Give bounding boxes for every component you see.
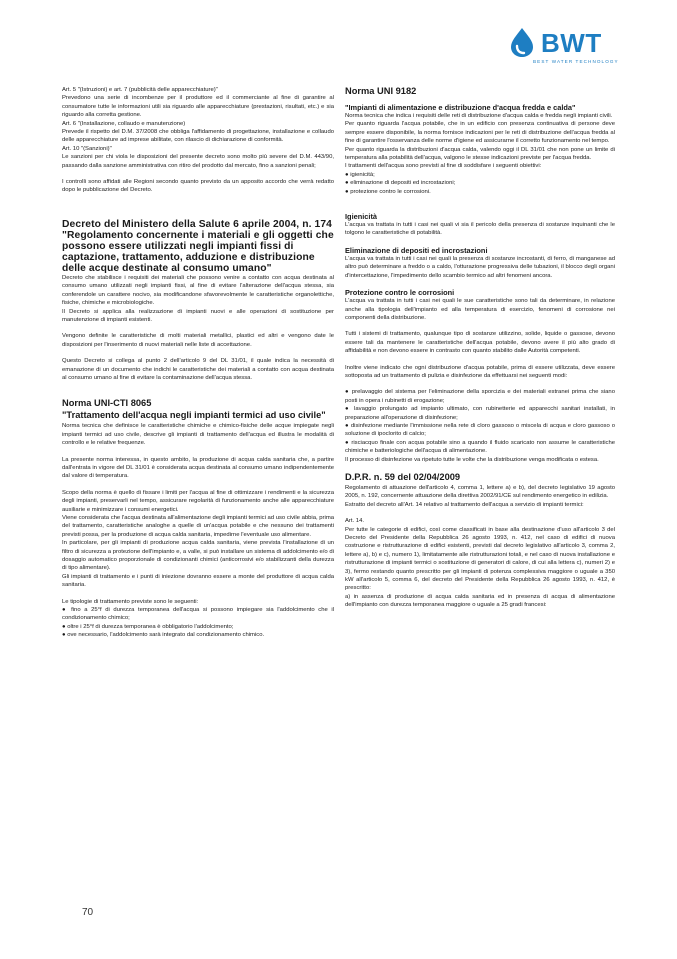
art14-paragraph: Per tutte le categorie di edifici, così come classificati in base alla destinazione d'uso all'articolo 3 del Decreto del Presidente della Repubblica 26 agosto 1993, n. 412, nel caso di edifici di nuova costruzione e ristrutturazione di edifici esistenti, previsti dal decreto legislativo all'articolo 3, comma 2, lettere a), b) e c), numero 1), limitatamente alle ristrutturazioni totali, e nel caso di nuova installazione e ristrutturazione di impianti termici o sostituzione di generatori di calore, di cui alla lettera c), numeri 2) e 3), fermo restando quanto prescritto per gli impianti di potenza complessiva maggiore o uguale a 350 kW all'articolo 5, comma 6, del decreto del Presidente della Repubblica 26 agosto 1993, n. 412, è prescritto: — [345, 526, 615, 592]
list-item: ● lavaggio prolungato ad impianto ultimato, con rubinetterie ed apparecchi sanitari installati, in preparazione all'operazione di disinfezione; — [345, 406, 615, 421]
list-item: ● igienicità; — [345, 171, 375, 178]
art5-text: Prevedono una serie di incombenze per il produttore ed il commerciante al fine di garantire al consumatore tutte le informazioni utili sia riguardo alle apparecchiature (prestazioni, risultati, etc.) e sia riguardo alla corretta gestione. — [62, 95, 334, 119]
list-item: ● oltre i 25°f di durezza temporanea è obbligatorio l'addolcimento; — [62, 623, 234, 630]
inoltre-paragraph: Inoltre viene indicato che ogni distribuzione d'acqua potabile, prima di essere utilizzata, deve essere sottoposta ad un trattamento di pulizia e disinfezione da effettuarsi nei seguenti modi: — [345, 364, 615, 379]
cti-paragraph-6: Gli impianti di trattamento e i punti di iniezione dovranno essere a monte del produttore di acqua calda sanitaria. — [62, 573, 334, 589]
corrosioni-paragraph: L'acqua va trattata in tutti i casi nei quali le sue caratteristiche sono tali da determinare, in relazione anche alla tipologia dell'impianto ed alla temperatura di esercizio, fenomeni di corrosione nei componenti della distribuzione. — [345, 298, 615, 321]
bwt-logo — [505, 26, 619, 70]
sistemi-paragraph: Tutti i sistemi di trattamento, qualunque tipo di sostanze utilizzino, solide, liquide o gassose, devono essere tali da mantenere le caratteristiche dell'acqua potabile, devono avere il più alto grado di affidabilità e non devono essere in contrasto con quanto stabilito dalle Autorità competenti. — [345, 331, 615, 355]
igienicita-title: Igienicità — [345, 212, 378, 222]
art5-heading: Art. 5 "(Istruzioni) e art. 7 (pubblicità delle apparecchiature)" — [62, 87, 218, 93]
decreto-paragraph-4: Questo Decreto si collega al punto 2 dell'articolo 9 del DL 31/01, il quale indica la necessità di emanazione di un documento che indichi le caratteristiche dei materiali a contatto con acqua destinata al consumo umano al fine di evitare la contaminazione dell'acqua stessa. — [62, 358, 334, 381]
list-item: ● protezione contro le corrosioni. — [345, 188, 431, 195]
art6-text: Prevede il rispetto del D.M. 37/2008 che obbliga l'affidamento di progettazione, installazione e collaudo delle apparecchiature ad imprese abilitate, con rilascio di dichiarazione di conformità. — [62, 129, 334, 144]
art10-text: Le sanzioni per chi viola le disposizioni del presente decreto sono molto più severe del D.M. 443/90, passando dalla sanzione amministrativa con ritiro del prodotto dal mercato, fino a sanzioni penali; — [62, 154, 334, 169]
decreto-paragraph-2: Il Decreto si applica alla realizzazione di impianti nuovi e alle operazioni di sostituzione per manutenzione di impianti esistenti. — [62, 308, 334, 323]
list-item: ● ove necessario, l'addolcimento sarà integrato dal condizionamento chimico. — [62, 632, 265, 639]
dpr-paragraph-1: Regolamento di attuazione dell'articolo 4, comma 1, lettere a) e b), del decreto legislativo 19 agosto 2005, n. 192, concernente attuazione della direttiva 2002/91/CE sul rendimento energetico in edilizia. — [345, 485, 615, 500]
cti-paragraph-4: Viene considerata che l'acqua destinata all'alimentazione degli impianti termici ad uso civile abbia, prima del trattamento, caratteristiche analoghe a quelle di un'acqua potabile e che nessuno dei trattamenti previsti possa, per la produzione di acqua calda sanitaria, impedirne l'eventuale uso alimentare. — [62, 515, 334, 538]
decreto-paragraph-3: Vengono definite le caratteristiche di molti materiali metallici, plastici ed altri e vengono date le disposizioni per l'inserimento di nuovi materiali nelle liste di accettazione. — [62, 333, 334, 348]
cti-paragraph-3: Scopo della norma è quello di fissare i limiti per l'acqua al fine di ottimizzare i rendimenti e la sicurezza degli impianti, preservarli nel tempo, assicurare regolarità di funzionamento anche alle apparecchiature ausiliarie e minimizzare i consumi energetici. — [62, 489, 334, 513]
left-column — [62, 86, 334, 640]
list-item: ● prelavaggio del sistema per l'eliminazione della sporcizia e dei materiali estranei prima che siano posti in opera i rubinetti di erogazione; — [345, 389, 615, 404]
controls-paragraph: I controlli sono affidati alle Regioni secondo quanto previsto da un apposito accordo che verrà redatto dopo le pubblicazione del Decreto. — [62, 179, 334, 194]
dpr-title: D.P.R. n. 59 del 02/04/2009 — [345, 472, 461, 482]
uni-subtitle: "Impianti di alimentazione e distribuzione d'acqua fredda e calda" — [345, 103, 576, 112]
page-number: 70 — [82, 907, 94, 918]
dpr-paragraph-2: Estratto del decreto all'Art. 14 relativo al trattamento dell'acqua a servizio di impianti termici: — [345, 501, 584, 508]
right-column — [345, 86, 615, 610]
cti-paragraph-1: Norma tecnica che definisce le caratteristiche chimiche e chimico-fisiche delle acque impiegate negli impianti termici ad uso civile, descrive gli impianti di trattamento dell'acqua ed illustra le modalità di controllo e le relative frequenze. — [62, 423, 334, 447]
water-drop-icon — [505, 26, 539, 60]
art14-item-a: a) in assenza di produzione di acqua calda sanitaria ed in presenza di acqua di alimentazione dell'impianto con durezza temporanea maggiore o uguale a 25 gradi francesi: — [345, 593, 615, 609]
cti-title: Norma UNI-CTI 8065 — [62, 398, 152, 409]
list-item: ● eliminazione di depositi ed incrostazioni; — [345, 180, 456, 187]
uni-paragraph-3: Per quanto riguarda la distribuzioni d'acqua calda, valendo oggi il DL 31/01 che non pone un limite di temperatura alla potabilità dell'acqua, valgono le stesse indicazioni previste per l'acqua fredda. — [345, 146, 615, 162]
list-item: ● fino a 25°f di durezza temporanea dell'acqua si possono impiegare sia l'addolcimento che il condizionamento chimico; — [62, 607, 334, 622]
logo-tagline: BEST WATER TECHNOLOGY — [533, 59, 619, 64]
decreto-paragraph-1: Decreto che stabilisce i requisiti dei materiali che possono venire a contatto con acqua destinata al consumo umano utilizzati negli impianti fissi, al fine di evitare l'alterazione dell'acqua stessa, sia conferendole un carattere nocivo, sia modificandone sfavorevolmente le caratteristiche organolettiche, fisiche, chimiche e microbiologiche. — [62, 274, 334, 307]
art14-title: Art. 14. — [345, 518, 364, 525]
corrosioni-title: Protezione contro le corrosioni — [345, 288, 455, 298]
decreto-heading: Decreto del Ministero della Salute 6 aprile 2004, n. 174 "Regolamento concernente i materiali e gli oggetti che possono essere utilizzati negli impianti fissi di captazione, trattamento, adduzione e distribuzione delle acque destinate al consumo umano" — [62, 218, 334, 274]
uni-paragraph-1: Norma tecnica che indica i requisiti delle reti di distribuzione d'acqua calda e fredda negli impianti civili. — [345, 113, 613, 119]
art10-heading: Art. 10 "(Sanzioni)" — [62, 145, 112, 152]
depositi-paragraph: L'acqua va trattata in tutti i casi nei quali la presenza di sostanze incrostanti, di ferro, di manganese ad altro può determinare a freddo o a caldo, l'otturazione progressiva delle tubazioni, il blocco degli organi d'intercettazione, l'impedimento dello scambio termico ad altri fenomeni ancora. — [345, 255, 615, 279]
list-item: ● risciacquo finale con acqua potabile sino a quando il fluido scaricato non assume le caratteristiche chimiche e batteriologiche dell'acqua di alimentazione. — [345, 439, 615, 455]
art6-heading: Art. 6 "(Installazione, collaudo e manutenzione) — [62, 120, 186, 127]
depositi-title: Eliminazione di depositi ed incrostazioni — [345, 245, 488, 255]
uni-paragraph-4: I trattamenti dell'acqua sono previsti al fine di soddisfare i seguenti obiettivi: — [345, 163, 542, 170]
uni-paragraph-2: Per quanto riguarda l'acqua potabile, che in un edificio con presenza continuativa di persone deve sempre essere disponibile, la norma fornisce indicazioni per le reti di distribuzione dell'acqua fredda al fine di garantire l'osservanza delle norme d'igiene ed assicurarne il corretto funzionamento nel tempo. — [345, 121, 615, 145]
cti-paragraph-7: Le tipologie di trattamento previste sono le seguenti: — [62, 598, 199, 605]
igienicita-paragraph: L'acqua va trattata in tutti i casi nei quali vi sia il pericolo della presenza di sostanze inquinanti che le tolgono le caratteristiche di potabilità. — [345, 222, 615, 237]
cti-paragraph-2: La presente norma interessa, in questo ambito, la produzione di acqua calda sanitaria che, a partire dall'entrata in vigore del DL 31/01 è considerata acqua destinata al consumo umano indipendentemente dal valore di temperatura. — [62, 456, 334, 480]
pulizia-note: Il processo di disinfezione va ripetuto tutte le volte che la distribuzione venga modificata o estesa. — [345, 456, 599, 463]
cti-subtitle: "Trattamento dell'acqua negli impianti termici ad uso civile" — [62, 410, 326, 421]
uni-title: Norma UNI 9182 — [345, 86, 417, 96]
logo-wordmark: BWT — [541, 28, 602, 58]
list-item: ● disinfezione mediante l'immissione nella rete di cloro gassoso o miscela di acqua e cloro gassoso o soluzione di ipoclorito di calcio; — [345, 422, 615, 438]
cti-paragraph-5: In particolare, per gli impianti di produzione acqua calda sanitaria, viene prevista l'installazione di un filtro di sicurezza a protezione dell'impianto e, a valle, si può installare un sistema di addolcimento e/o di dosaggio automatico proporzionale di condizionanti chimici (anticorrosivi e/o stabilizzanti della durezza di tipo alimentare). — [62, 540, 334, 572]
